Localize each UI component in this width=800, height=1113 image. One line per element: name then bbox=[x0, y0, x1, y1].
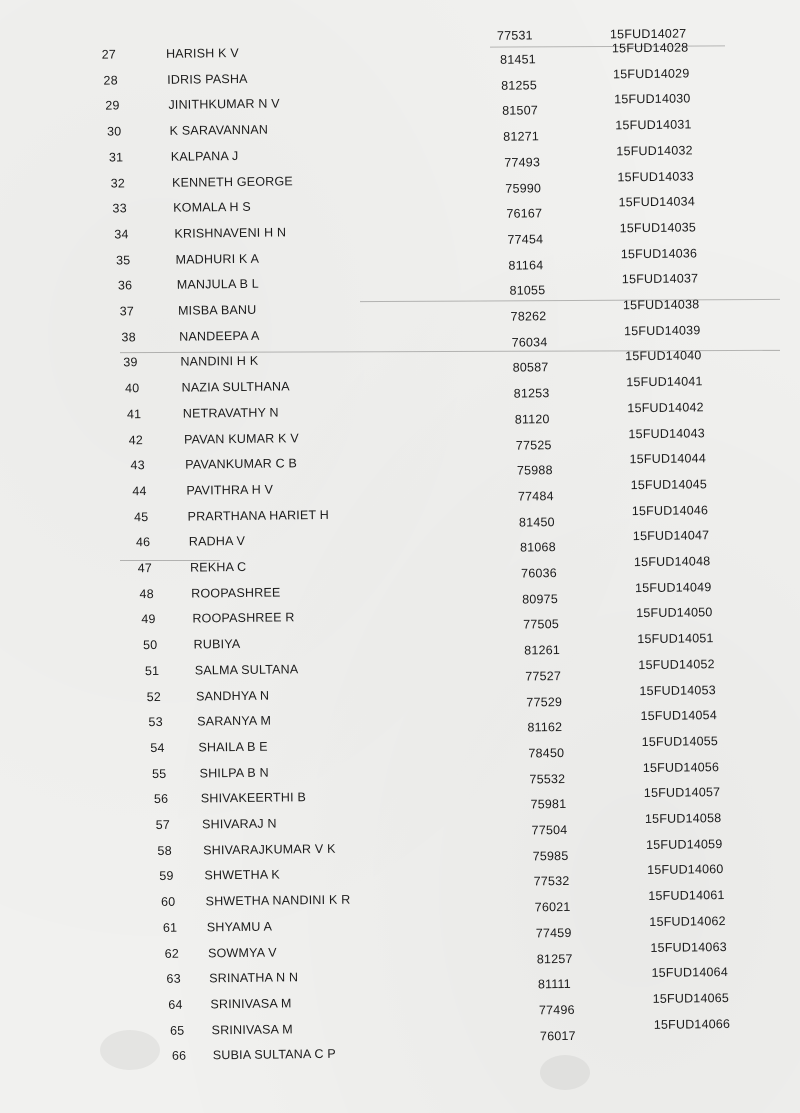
roll-number: 81255 bbox=[501, 78, 538, 93]
registration-number: 15FUD14064 bbox=[651, 965, 729, 981]
roll-number: 75981 bbox=[530, 797, 567, 812]
student-name: SARANYA M bbox=[197, 713, 272, 729]
serial-number: 57 bbox=[155, 817, 171, 832]
serial-number: 43 bbox=[130, 458, 145, 473]
roll-number: 80587 bbox=[512, 360, 549, 376]
registration-number: 15FUD14032 bbox=[616, 143, 693, 159]
serial-number: 29 bbox=[105, 98, 120, 113]
registration-number: 15FUD14065 bbox=[652, 990, 730, 1006]
student-name: REKHA C bbox=[189, 559, 247, 575]
serial-number: 46 bbox=[135, 535, 151, 550]
registration-number: 15FUD14050 bbox=[636, 605, 713, 621]
registration-number: 15FUD14053 bbox=[639, 682, 716, 698]
registration-number: 15FUD14030 bbox=[614, 91, 691, 107]
serial-number: 36 bbox=[117, 278, 133, 293]
roll-number: 80975 bbox=[522, 591, 559, 607]
serial-number: 38 bbox=[121, 329, 136, 345]
serial-number: 59 bbox=[159, 869, 174, 884]
serial-number: 47 bbox=[137, 561, 153, 576]
serial-number: 33 bbox=[112, 201, 127, 216]
serial-number: 41 bbox=[126, 406, 142, 422]
student-name: NANDEEPA A bbox=[179, 328, 260, 344]
student-name: SHIVARAJ N bbox=[201, 816, 277, 832]
student-name: SANDHYA N bbox=[195, 688, 270, 703]
registration-number: 15FUD14055 bbox=[641, 734, 719, 749]
roll-number: 81507 bbox=[502, 103, 539, 119]
roll-number: 77504 bbox=[531, 822, 568, 838]
serial-number: 63 bbox=[166, 971, 181, 987]
roll-number: 77459 bbox=[535, 925, 572, 941]
roll-number: 81450 bbox=[518, 514, 555, 530]
serial-number: 55 bbox=[152, 766, 167, 781]
serial-number: 27 bbox=[101, 47, 117, 62]
student-name: ROOPASHREE R bbox=[192, 610, 295, 626]
student-name: SRINATHA N N bbox=[209, 970, 299, 986]
serial-number: 56 bbox=[153, 792, 169, 807]
student-name: SHAILA B E bbox=[198, 739, 268, 755]
serial-number: 52 bbox=[146, 689, 162, 704]
student-name: K SARAVANNAN bbox=[169, 122, 269, 138]
registration-number: 15FUD14057 bbox=[643, 785, 721, 801]
serial-number: 62 bbox=[164, 946, 180, 961]
roll-number: 81162 bbox=[527, 720, 563, 735]
serial-number: 58 bbox=[157, 843, 172, 858]
roll-number: 76021 bbox=[534, 900, 571, 915]
registration-number: 15FUD14043 bbox=[628, 425, 705, 441]
registration-number: 15FUD14039 bbox=[623, 323, 701, 338]
registration-number: 15FUD14029 bbox=[612, 66, 690, 82]
student-name: SHYAMU A bbox=[206, 919, 273, 935]
roll-number: 77532 bbox=[533, 874, 570, 889]
registration-number: 15FUD14047 bbox=[632, 528, 710, 544]
student-name: SUBIA SULTANA C P bbox=[212, 1047, 337, 1063]
student-name: PRARTHANA HARIET H bbox=[187, 507, 330, 524]
student-name: MISBA BANU bbox=[177, 302, 257, 318]
roll-number: 77527 bbox=[525, 668, 562, 684]
serial-number: 61 bbox=[162, 920, 178, 935]
registration-number: 15FUD14038 bbox=[622, 297, 700, 313]
serial-number: 54 bbox=[150, 740, 165, 755]
serial-number: 51 bbox=[144, 663, 160, 678]
student-name: HARISH K V bbox=[165, 45, 239, 61]
student-name: KENNETH GEORGE bbox=[171, 173, 293, 190]
student-name: KALPANA J bbox=[170, 148, 239, 164]
roll-number: 81055 bbox=[509, 283, 546, 298]
registration-number: 15FUD14031 bbox=[615, 117, 692, 133]
roll-number: 75988 bbox=[516, 463, 553, 478]
student-name: SOWMYA V bbox=[207, 945, 277, 960]
registration-number: 15FUD14046 bbox=[631, 502, 709, 518]
student-name: KOMALA H S bbox=[173, 200, 252, 215]
registration-number: 15FUD14049 bbox=[634, 579, 712, 595]
registration-number: 15FUD14048 bbox=[633, 554, 711, 570]
serial-number: 60 bbox=[161, 894, 176, 910]
roll-number: 75985 bbox=[532, 848, 569, 864]
serial-number: 31 bbox=[108, 150, 124, 165]
roll-number: 77525 bbox=[515, 437, 552, 453]
roll-number: 75532 bbox=[529, 771, 566, 787]
student-name: IDRIS PASHA bbox=[167, 71, 248, 87]
roll-number: 81271 bbox=[503, 129, 540, 144]
roll-number: 81111 bbox=[537, 977, 571, 992]
serial-number: 35 bbox=[116, 252, 131, 268]
roll-number: 78450 bbox=[528, 745, 565, 761]
serial-number: 66 bbox=[171, 1048, 187, 1064]
roll-number: 75990 bbox=[505, 180, 542, 196]
registration-number: 15FUD14034 bbox=[618, 194, 696, 210]
roll-number: 77531 bbox=[496, 28, 533, 43]
serial-number: 39 bbox=[123, 355, 138, 370]
registration-number: 15FUD14060 bbox=[647, 862, 724, 878]
registration-number: 15FUD14027 bbox=[609, 26, 687, 42]
registration-number: 15FUD14062 bbox=[649, 913, 726, 929]
serial-number: 45 bbox=[134, 509, 149, 524]
student-name: JINITHKUMAR N V bbox=[168, 96, 280, 113]
serial-number: 65 bbox=[170, 1023, 185, 1038]
student-name: SRINIVASA M bbox=[211, 1021, 293, 1037]
registration-number: 15FUD14042 bbox=[627, 400, 704, 416]
student-name: SHWETHA NANDINI K R bbox=[205, 892, 351, 909]
roll-number: 78262 bbox=[510, 309, 547, 324]
serial-number: 49 bbox=[141, 612, 156, 627]
student-name: KRISHNAVENI H N bbox=[174, 225, 287, 241]
registration-number: 15FUD14028 bbox=[611, 40, 689, 56]
serial-number: 30 bbox=[107, 124, 122, 139]
registration-number: 15FUD14044 bbox=[629, 451, 707, 467]
student-name: SHIVARAJKUMAR V K bbox=[203, 841, 336, 858]
registration-number: 15FUD14036 bbox=[620, 245, 698, 261]
roll-number: 77529 bbox=[526, 694, 563, 709]
student-name: SALMA SULTANA bbox=[194, 662, 299, 678]
student-name: SHILPA B N bbox=[199, 765, 269, 781]
serial-number: 64 bbox=[168, 997, 183, 1012]
roll-number: 81261 bbox=[524, 643, 561, 658]
roll-number: 76167 bbox=[506, 206, 543, 221]
registration-number: 15FUD14035 bbox=[619, 220, 697, 236]
student-name: SRINIVASA M bbox=[210, 996, 292, 1012]
registration-number: 15FUD14041 bbox=[626, 374, 703, 390]
roll-number: 77493 bbox=[504, 155, 541, 170]
student-name: NETRAVATHY N bbox=[182, 405, 279, 421]
student-name: PAVANKUMAR C B bbox=[185, 456, 298, 472]
student-name: PAVITHRA H V bbox=[186, 482, 274, 498]
serial-number: 28 bbox=[103, 73, 118, 88]
registration-number: 15FUD14040 bbox=[625, 348, 702, 364]
roll-number: 81120 bbox=[514, 411, 550, 427]
registration-number: 15FUD14033 bbox=[617, 168, 694, 184]
student-name: PAVAN KUMAR K V bbox=[183, 430, 299, 447]
registration-number: 15FUD14061 bbox=[648, 888, 725, 904]
registration-number: 15FUD14052 bbox=[638, 656, 715, 672]
registration-number: 15FUD14056 bbox=[642, 759, 720, 775]
student-name: MADHURI K A bbox=[175, 251, 260, 267]
student-name: RADHA V bbox=[188, 534, 246, 549]
serial-number: 34 bbox=[114, 227, 129, 242]
serial-number: 44 bbox=[132, 483, 147, 499]
student-name: ROOPASHREE bbox=[191, 585, 281, 601]
serial-number: 50 bbox=[143, 638, 158, 653]
serial-number: 53 bbox=[148, 715, 163, 730]
registration-number: 15FUD14051 bbox=[637, 631, 714, 647]
registration-number: 15FUD14059 bbox=[645, 836, 723, 852]
roll-number: 77496 bbox=[538, 1002, 575, 1018]
registration-number: 15FUD14066 bbox=[653, 1016, 731, 1032]
roll-number: 77505 bbox=[523, 617, 560, 632]
registration-number: 15FUD14054 bbox=[640, 708, 718, 724]
roll-number: 81068 bbox=[519, 540, 556, 555]
roll-number: 81451 bbox=[500, 52, 536, 67]
roll-number: 81257 bbox=[536, 951, 573, 966]
roll-number: 76036 bbox=[521, 566, 557, 581]
student-name: NAZIA SULTHANA bbox=[181, 379, 290, 395]
registration-number: 15FUD14058 bbox=[644, 811, 722, 827]
roll-number: 76034 bbox=[511, 334, 548, 350]
roll-number: 81164 bbox=[508, 257, 544, 273]
roll-number: 76017 bbox=[539, 1028, 576, 1043]
serial-number: 32 bbox=[110, 175, 126, 191]
student-name: SHWETHA K bbox=[204, 867, 280, 883]
student-name: MANJULA B L bbox=[176, 277, 259, 293]
serial-number: 40 bbox=[125, 381, 140, 396]
roll-number: 77454 bbox=[507, 232, 544, 247]
registration-number: 15FUD14037 bbox=[621, 271, 699, 287]
student-name: SHIVAKEERTHI B bbox=[200, 790, 307, 806]
registration-number: 15FUD14063 bbox=[650, 939, 727, 955]
registration-number: 15FUD14045 bbox=[630, 477, 708, 493]
serial-number: 37 bbox=[119, 304, 135, 319]
student-name: RUBIYA bbox=[193, 637, 241, 652]
serial-number: 48 bbox=[139, 586, 154, 601]
roll-number: 77484 bbox=[517, 489, 554, 504]
student-name: NANDINI H K bbox=[180, 354, 259, 370]
serial-number: 42 bbox=[128, 432, 144, 447]
roll-number: 81253 bbox=[513, 386, 550, 401]
